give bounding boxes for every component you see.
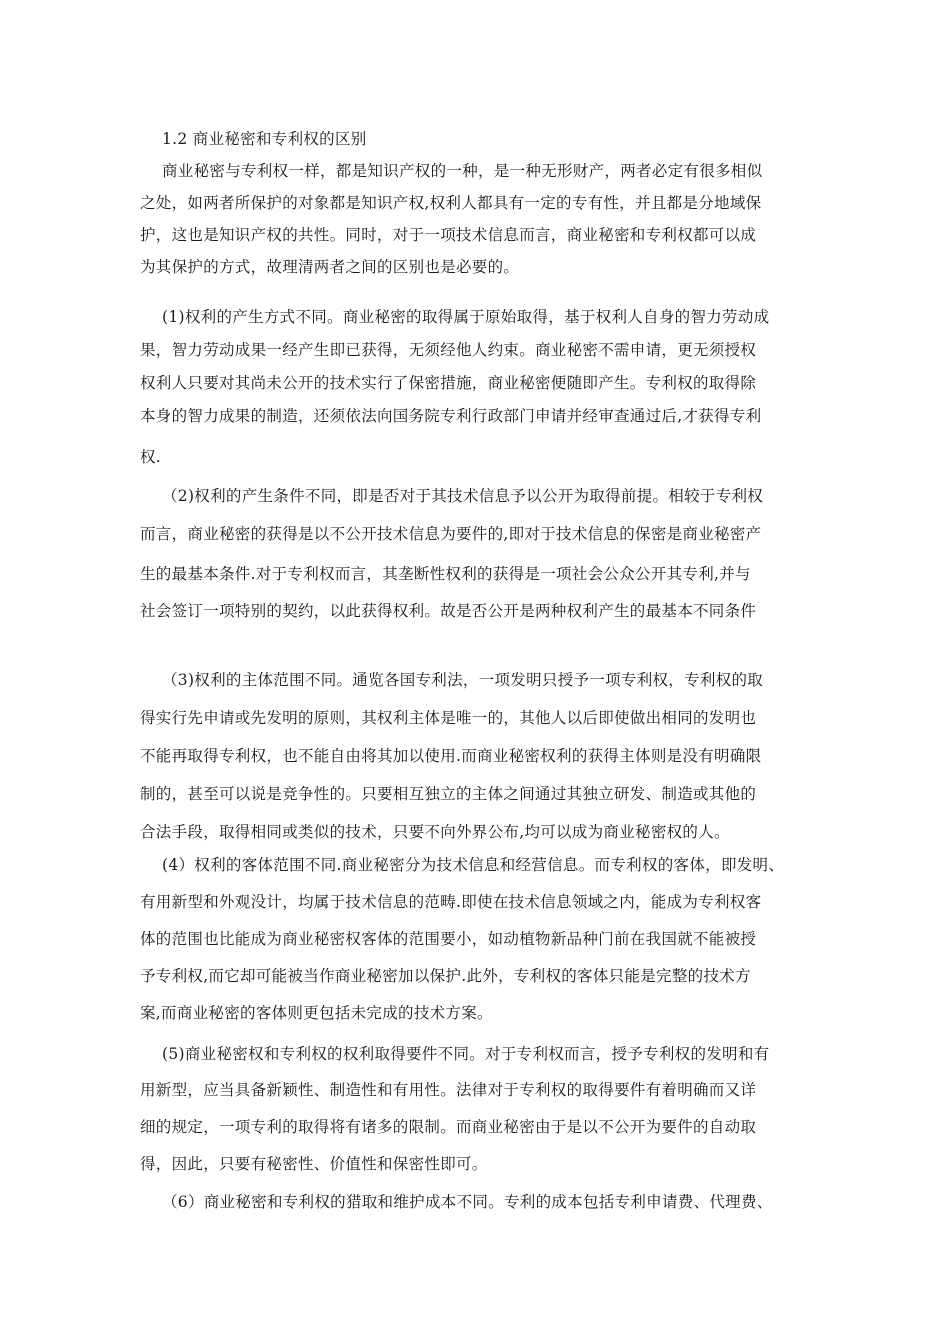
paragraph-line: 之处，如两者所保护的对象都是知识产权,权利人都具有一定的专有性，并且都是分地域保 [140, 194, 762, 212]
paragraph-line: 护，这也是知识产权的共性。同时，对于一项技术信息而言，商业秘密和专利权都可以成 [140, 226, 757, 244]
paragraph-line: 权. [140, 448, 162, 466]
paragraph-line: 社会签订一项特别的契约，以此获得权利。故是否公开是两种权利产生的最基本不同条件 [140, 602, 757, 620]
paragraph-line: （3)权利的主体范围不同。通览各国专利法，一项发明只授予一项专利权，专利权的取 [162, 671, 764, 689]
paragraph-line: 本身的智力成果的制造，还须依法向国务院专利行政部门申请并经审查通过后,才获得专利 [140, 407, 762, 425]
paragraph-line: 予专利权,而它却可能被当作商业秘密加以保护.此外，专利权的客体只能是完整的技术方 [140, 967, 751, 985]
paragraph-line: 生的最基本条件.对于专利权而言，其垄断性权利的获得是一项社会公众公开其专利,并与 [140, 565, 751, 583]
paragraph-line: (5)商业秘密权和专利权的权利取得要件不同。对于专利权而言，授予专利权的发明和有 [162, 1045, 770, 1063]
paragraph-line: 体的范围也比能成为商业秘密权客体的范围要小，如动植物新品种门前在我国就不能被授 [140, 930, 757, 948]
paragraph-line: 制的，甚至可以说是竞争性的。只要相互独立的主体之间通过其独立研发、制造或其他的 [140, 785, 757, 803]
paragraph-line: 果，智力劳动成果一经产生即已获得，无须经他人约束。商业秘密不需申请，更无须授权 [140, 341, 757, 359]
paragraph-line: （2)权利的产生条件不同，即是否对于其技术信息予以公开为取得前提。相较于专利权 [162, 487, 764, 505]
paragraph-line: （6）商业秘密和专利权的猎取和维护成本不同。专利的成本包括专利申请费、代理费、 [162, 1193, 773, 1211]
section-heading: 1.2 商业秘密和专利权的区别 [162, 130, 367, 148]
paragraph-line: 案,而商业秘密的客体则更包括未完成的技术方案。 [140, 1004, 493, 1022]
paragraph-line: 得实行先申请或先发明的原则，其权利主体是唯一的，其他人以后即使做出相同的发明也 [140, 709, 757, 727]
paragraph-line: 细的规定，一项专利的取得将有诸多的限制。而商业秘密由于是以不公开为要件的自动取 [140, 1118, 757, 1136]
paragraph-line: 权利人只要对其尚未公开的技术实行了保密措施，商业秘密便随即产生。专利权的取得除 [140, 374, 757, 392]
paragraph-line: 为其保护的方式，故理清两者之间的区别也是必要的。 [140, 258, 520, 276]
paragraph-line: 得，因此，只要有秘密性、价值性和保密性即可。 [140, 1155, 488, 1173]
paragraph-line: (4）权利的客体范围不同.商业秘密分为技术信息和经营信息。而专利权的客体，即发明、 [162, 856, 785, 874]
paragraph-line: 有用新型和外观没计，均属于技术信息的范畴.即使在技术信息领域之内，能成为专利权客 [140, 893, 762, 911]
paragraph-line: 合法手段，取得相同或类似的技术，只要不向外界公布,均可以成为商业秘密权的人。 [140, 823, 730, 841]
paragraph-line: 而言，商业秘密的获得是以不公开技术信息为要件的,即对于技术信息的保密是商业秘密产 [140, 525, 762, 543]
paragraph-line: 用新型，应当具备新颖性、制造性和有用性。法律对于专利权的取得要件有着明确而又详 [140, 1081, 757, 1099]
paragraph-line: 商业秘密与专利权一样，都是知识产权的一种，是一种无形财产，两者必定有很多相似 [162, 162, 763, 180]
paragraph-line: (1)权利的产生方式不同。商业秘密的取得属于原始取得，基于权利人自身的智力劳动成 [162, 308, 770, 326]
paragraph-line: 不能再取得专利权，也不能自由将其加以使用.而商业秘密权利的获得主体则是没有明确限 [140, 747, 762, 765]
